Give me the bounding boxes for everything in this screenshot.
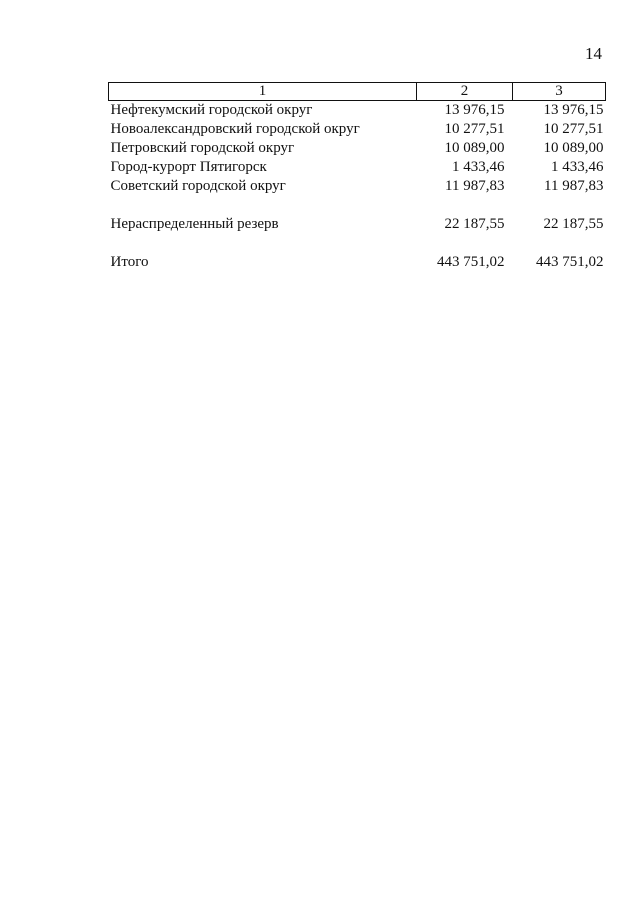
total-value-col3: 443 751,02 [536,254,604,270]
table-row [109,139,606,158]
column-header-2: 2 [417,83,513,101]
table-header-row [109,83,606,101]
row-name: Новоалександровский городской округ [110,121,360,137]
table-row [109,177,606,196]
reserve-value-col2: 22 187,55 [444,216,505,232]
column-header-3: 3 [513,83,606,101]
row-name: Петровский городской округ [110,140,295,156]
row-name: Советский городской округ [110,178,286,194]
reserve-value-col3: 22 187,55 [543,216,604,232]
total-row [109,253,606,272]
table-row [109,120,606,139]
row-value-col2: 13 976,15 [444,102,505,118]
row-value-col2: 11 987,83 [445,178,505,194]
row-value-col2: 1 433,46 [452,159,505,175]
row-name: Нефтекумский городской округ [110,102,313,118]
spacer-row [109,234,606,253]
row-value-col3: 1 433,46 [551,159,604,175]
total-label: Итого [110,254,149,270]
reserve-label: Нераспределенный резерв [110,216,279,232]
row-value-col3: 10 089,00 [543,140,604,156]
row-value-col2: 10 089,00 [444,140,505,156]
table-row [109,158,606,177]
row-value-col3: 10 277,51 [543,121,604,137]
total-value-col2: 443 751,02 [437,254,505,270]
page-number: 14 [585,44,602,63]
row-value-col3: 13 976,15 [543,102,604,118]
column-header-1: 1 [109,83,417,101]
row-name: Город-курорт Пятигорск [110,159,267,175]
row-value-col2: 10 277,51 [444,121,505,137]
reserve-row [109,215,606,234]
table-row [109,101,606,121]
spacer-row [109,196,606,215]
row-value-col3: 11 987,83 [544,178,604,194]
allocation-table [108,82,606,272]
